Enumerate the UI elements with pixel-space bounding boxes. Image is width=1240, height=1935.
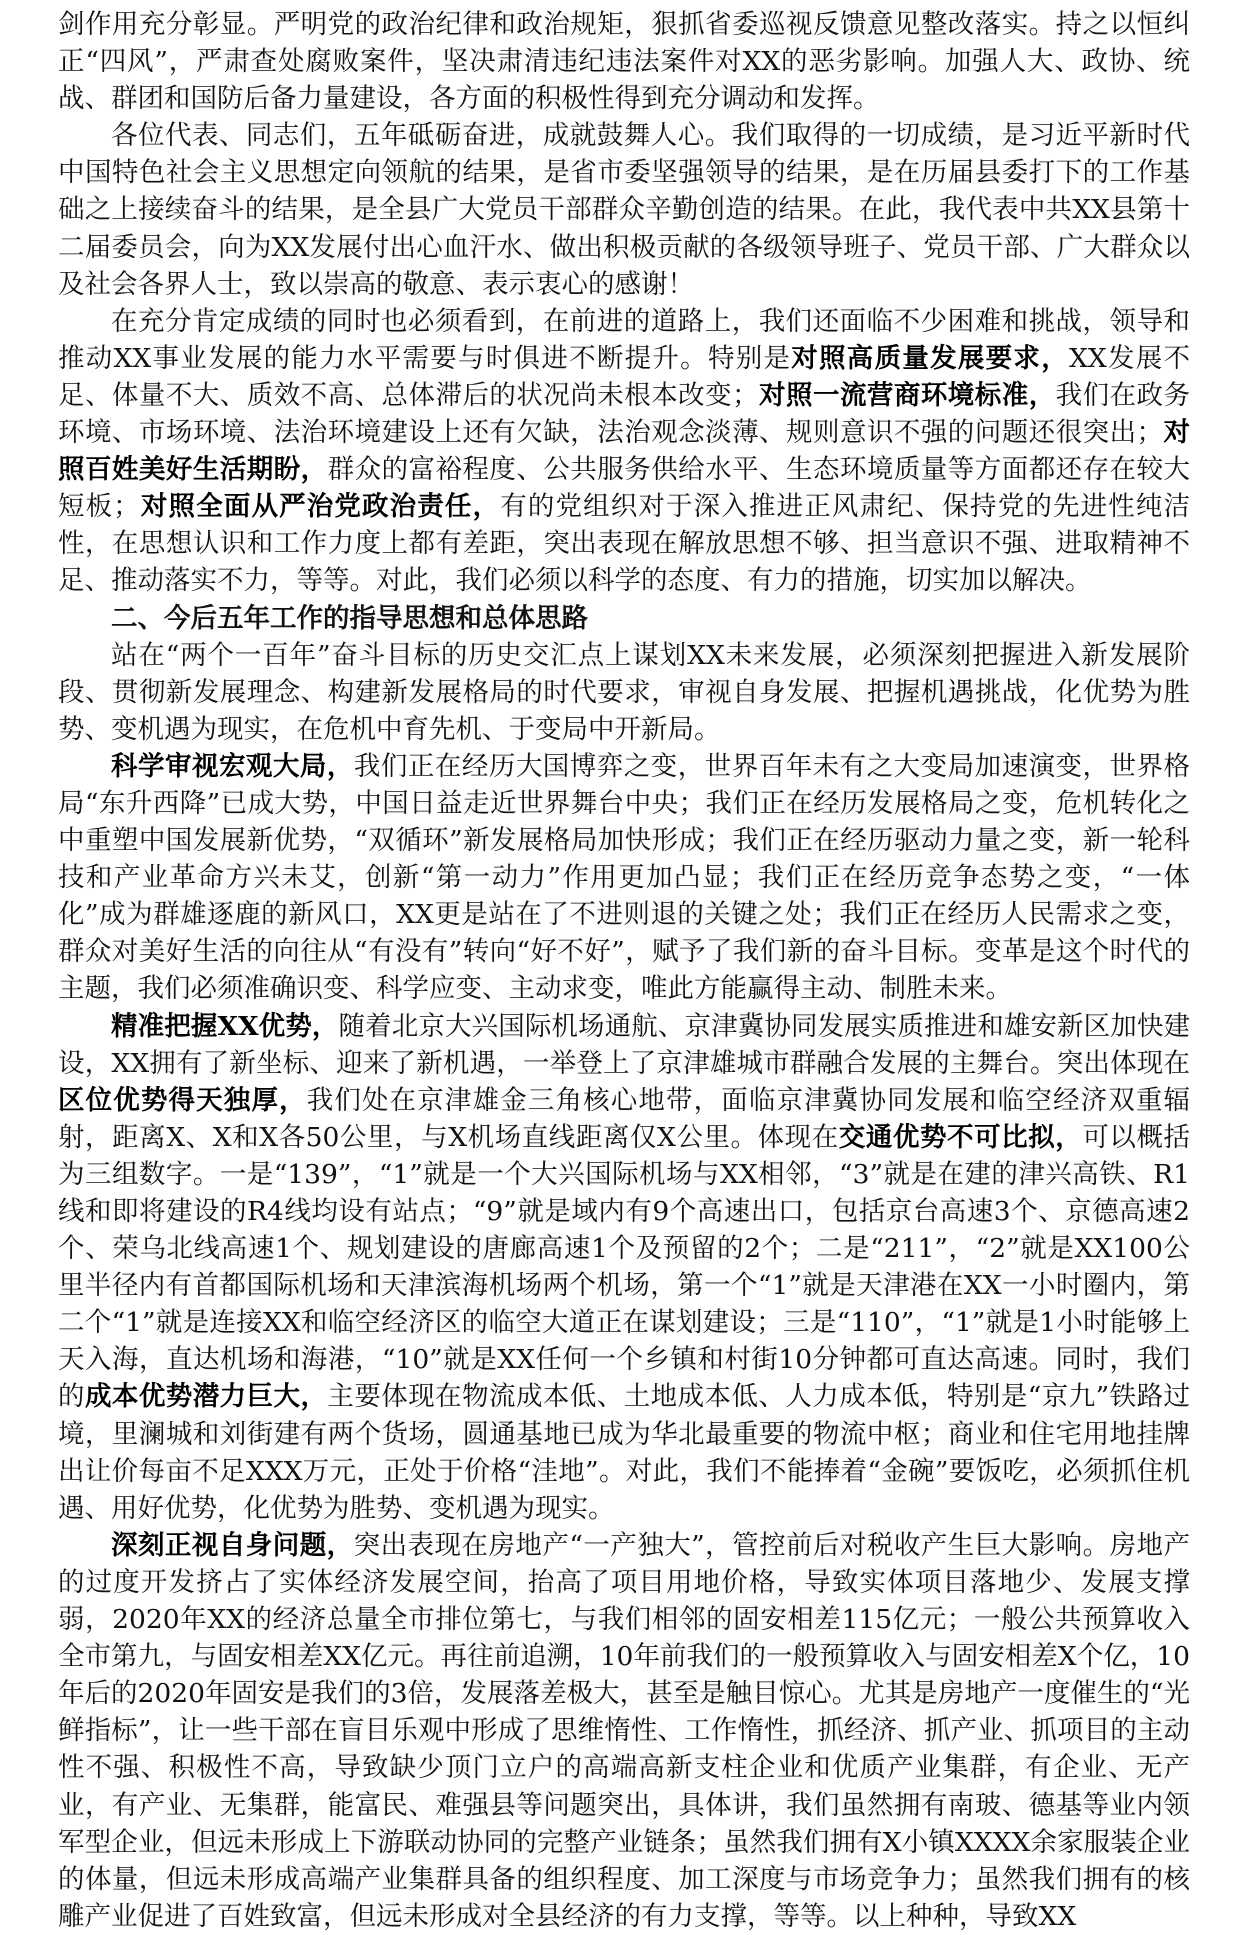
- paragraph-1: 剑作用充分彰显。严明党的政治纪律和政治规矩，狠抓省委巡视反馈意见整改落实。持之以恒纠正“四风”，严肃查处腐败案件，坚决肃清违纪违法案件对XX的恶劣影响。加强人大、政协、统战、群团和国防后备力量建设，各方面的积极性得到充分调动和发挥。: [58, 9, 1190, 115]
- paragraph-3-bold-4: 对照全面从严治党政治责任，: [139, 491, 501, 523]
- paragraph-3-text-5: 有的党组织对于深入推进正风肃纪、保持党的先进性纯洁性，在思想认识和工作力度上都有差距，突出表现在解放思想不够、担当意识不强、进取精神不足、推动落实不力，等等。对此，我们必须以科学的态度、有力的措施，切实加以解决。: [58, 491, 1191, 597]
- paragraph-6-bold-1: 精准把握XX优势，: [111, 1010, 339, 1042]
- paragraph-5: [58, 748, 1190, 1008]
- paragraph-3-bold-3: 对照百姓美好生活期盼，: [58, 417, 1191, 486]
- paragraph-4: 站在“两个一百年”奋斗目标的历史交汇点上谋划XX未来发展，必须深刻把握进入新发展阶段、贯彻新发展理念、构建新发展格局的时代要求，审视自身发展、把握机遇挑战，化优势为胜势、变机遇为现实，在危机中育先机、于变局中开新局。: [58, 639, 1190, 745]
- paragraph-3-text-4: 群众的富裕程度、公共服务供给水平、生态环境质量等方面都还存在较大短板；: [58, 454, 1191, 523]
- section-heading: 二、今后五年工作的指导思想和总体思路: [111, 602, 588, 634]
- paragraph-6-bold-4: 成本优势潜力巨大，: [84, 1381, 328, 1413]
- paragraph-3: [58, 303, 1190, 600]
- paragraph-3-bold-1: 对照高质量发展要求，: [791, 342, 1069, 374]
- paragraph-5-text-1: 我们正在经历大国博弈之变，世界百年未有之大变局加速演变，世界格局“东升西降”已成大势，中国日益走近世界舞台中央；我们正在经历发展格局之变，危机转化之中重塑中国发展新优势，“双循环”新发展格局加快形成；我们正在经历驱动力量之变，新一轮科技和产业革命方兴未艾，创新“第一动力”作用更加凸显；我们正在经历竞争态势之变，“一体化”成为群雄逐鹿的新风口，XX更是站在了不进则退的关键之处；我们正在经历人民需求之变，群众对美好生活的向往从“有没有”转向“好不好”，赋予了我们新的奋斗目标。变革是这个时代的主题，我们必须准确识变、科学应变、主动求变，唯此方能赢得主动、制胜未来。: [58, 750, 1191, 1005]
- paragraph-3-text-3: 我们在政务环境、市场环境、法治环境建设上还有欠缺，法治观念淡薄、规则意识不强的问题还很突出；: [58, 379, 1191, 449]
- paragraph-3-bold-2: 对照一流营商环境标准，: [758, 379, 1056, 411]
- paragraph-5-bold-1: 科学审视宏观大局，: [111, 750, 354, 782]
- paragraph-6-text-3: 可以概括为三组数字。一是“139”，“1”就是一个大兴国际机场与XX相邻，“3”就是在建的津兴高铁、R1线和即将建设的R4线均设有站点；“9”就是域内有9个高速出口，包括京台高速3个、京德高速2个、荣乌北线高速1个、规划建设的唐廊高速1个及预留的2个；二是“211”，“2”就是XX100公里半径内有首都国际机场和天津滨海机场两个机场，第一个“1”就是天津港在XX一小时圈内，第二个“1”就是连接XX和临空经济区的临空大道正在谋划建设；三是“110”，“1”就是1小时能够上天入海，直达机场和海港，“10”就是XX任何一个乡镇和村街10分钟都可直达高速。同时，我们的: [58, 1121, 1191, 1413]
- paragraph-2: 各位代表、同志们，五年砥砺奋进，成就鼓舞人心。我们取得的一切成绩，是习近平新时代中国特色社会主义思想定向领航的结果，是省市委坚强领导的结果，是在历届县委打下的工作基础之上接续奋斗的结果，是全县广大党员干部群众辛勤创造的结果。在此，我代表中共XX县第十二届委员会，向为XX发展付出心血汗水、做出积极贡献的各级领导班子、党员干部、广大群众以及社会各界人士，致以崇高的敬意、表示衷心的感谢！: [58, 120, 1190, 300]
- paragraph-3-text-1: 在充分肯定成绩的同时也必须看到，在前进的道路上，我们还面临不少困难和挑战，领导和推动XX事业发展的能力水平需要与时俱进不断提升。特别是: [58, 305, 1190, 374]
- paragraph-6-text-1: 随着北京大兴国际机场通航、京津冀协同发展实质推进和雄安新区加快建设，XX拥有了新坐标、迎来了新机遇，一举登上了京津雄城市群融合发展的主舞台。突出体现在: [58, 1010, 1191, 1079]
- paragraph-7-text-1: 突出表现在房地产“一产独大”，管控前后对税收产生巨大影响。房地产的过度开发挤占了实体经济发展空间，抬高了项目用地价格，导致实体项目落地少、发展支撑弱，2020年XX的经济总量全市排位第七，与我们相邻的固安相差115亿元；一般公共预算收入全市第九，与固安相差XX亿元。再往前追溯，10年前我们的一般预算收入与固安相差X个亿，10年后的2020年固安是我们的3倍，发展落差极大，甚至是触目惊心。尤其是房地产一度催生的“光鲜指标”，让一些干部在盲目乐观中形成了思维惰性、工作惰性，抓经济、抓产业、抓项目的主动性不强、积极性不高，导致缺少顶门立户的高端高新支柱企业和优质产业集群，有企业、无产业，有产业、无集群，能富民、难强县等问题突出，具体讲，我们虽然拥有南玻、德基等业内领军型企业，但远未形成上下游联动协同的完整产业链条；虽然我们拥有X小镇XXXX余家服装企业的体量，但远未形成高端产业集群具备的组织程度、加工深度与市场竞争力；虽然我们拥有的核雕产业促进了百姓致富，但远未形成对全县经济的有力支撑，等等。以上种种，导致XX: [58, 1529, 1190, 1932]
- paragraph-6-bold-3: 交通优势不可比拟，: [838, 1121, 1083, 1153]
- paragraph-6-text-2: 我们处在京津雄金三角核心地带，面临京津冀协同发展和临空经济双重辐射，距离X、X和X各50公里，与X机场直线距离仅X公里。体现在: [58, 1084, 1191, 1153]
- paragraph-7-bold-1: 深刻正视自身问题，: [111, 1529, 354, 1561]
- paragraph-6-bold-2: 区位优势得天独厚，: [58, 1084, 307, 1116]
- paragraph-6: [58, 1008, 1190, 1527]
- document-page: [58, 6, 1190, 1935]
- paragraph-6-text-4: 主要体现在物流成本低、土地成本低、人力成本低，特别是“京九”铁路过境，里澜城和刘街建有两个货场，圆通基地已成为华北最重要的物流中枢；商业和住宅用地挂牌出让价每亩不足XXX万元，正处于价格“洼地”。对此，我们不能捧着“金碗”要饭吃，必须抓住机遇、用好优势，化优势为胜势、变机遇为现实。: [58, 1381, 1191, 1524]
- paragraph-3-text-2: XX发展不足、体量不大、质效不高、总体滞后的状况尚未根本改变；: [58, 342, 1191, 411]
- paragraph-7: [58, 1527, 1190, 1935]
